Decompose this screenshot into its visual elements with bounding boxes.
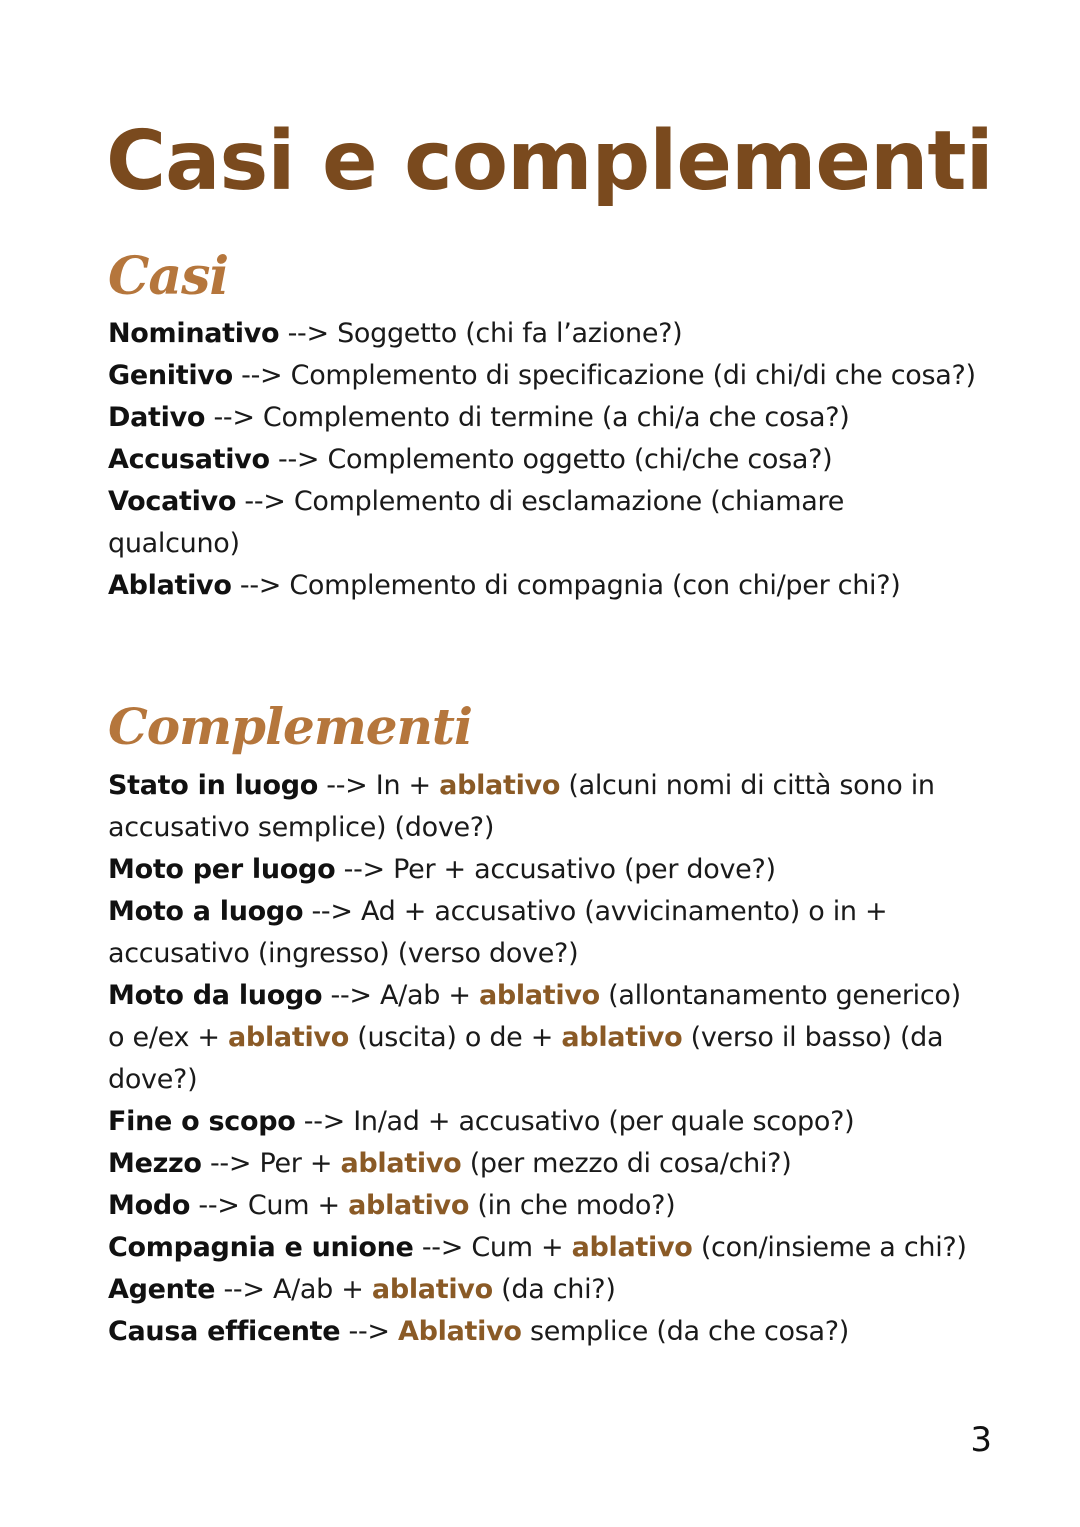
case-highlight: ablativo [340, 1148, 462, 1179]
case-definition: --> Complemento di compagnia (con chi/per chi?) [231, 570, 901, 601]
complement-entry-mezzo [108, 1143, 978, 1185]
complement-term: Stato in luogo [108, 770, 319, 801]
case-entry-genitivo [108, 355, 978, 397]
complementi-list [108, 765, 978, 1353]
case-highlight: ablativo [228, 1022, 349, 1053]
case-entry-accusativo [108, 439, 978, 481]
complement-term: Causa efficente [108, 1316, 341, 1347]
case-term: Accusativo [108, 444, 270, 475]
case-definition: --> Complemento di specificazione (di chi/di che cosa?) [232, 360, 976, 391]
case-highlight: ablativo [439, 770, 561, 801]
complement-text: --> In + [318, 770, 440, 801]
case-entry-dativo [108, 397, 978, 439]
case-highlight: ablativo [561, 1022, 683, 1053]
case-definition: --> Complemento oggetto (chi/che cosa?) [269, 444, 833, 475]
casi-list [108, 313, 978, 607]
case-highlight: ablativo [571, 1232, 693, 1263]
case-term: Ablativo [108, 570, 232, 601]
case-definition: --> Complemento di termine (a chi/a che cosa?) [205, 402, 850, 433]
complement-entry-modo [108, 1185, 978, 1227]
complement-text: (alcuni nomi di città sono in accusativo semplice) (dove?) [108, 770, 935, 843]
case-term: Nominativo [108, 318, 280, 349]
complement-text: --> A/ab + [215, 1274, 372, 1305]
complement-text: --> In/ad + accusativo (per quale scopo?) [295, 1106, 855, 1137]
complement-entry-causa-efficente [108, 1311, 978, 1353]
case-term: Genitivo [108, 360, 233, 391]
complement-entry-moto-da-luogo [108, 975, 978, 1101]
case-term: Dativo [108, 402, 206, 433]
complement-text: (in che modo?) [469, 1190, 676, 1221]
complement-term: Moto per luogo [108, 854, 336, 885]
complement-text: (allontanamento generico) o e/ex + [108, 980, 961, 1053]
complement-entry-compagnia-e-unione [108, 1227, 978, 1269]
case-entry-vocativo [108, 481, 978, 565]
complement-term: Compagnia e unione [108, 1232, 414, 1263]
complement-text: --> Cum + [190, 1190, 349, 1221]
complement-entry-fine-o-scopo [108, 1101, 978, 1143]
complement-text: --> Cum + [413, 1232, 572, 1263]
section-heading-complementi: Complementi [108, 697, 472, 756]
complement-text: --> A/ab + [322, 980, 479, 1011]
case-highlight: Ablativo [398, 1316, 522, 1347]
case-term: Vocativo [108, 486, 237, 517]
page-title: Casi e complementi [106, 114, 993, 209]
complement-text: semplice (da che cosa?) [521, 1316, 849, 1347]
complement-term: Fine o scopo [108, 1106, 296, 1137]
complement-text: --> [340, 1316, 399, 1347]
case-entry-ablativo [108, 565, 978, 607]
complement-text: --> Per + accusativo (per dove?) [335, 854, 776, 885]
complement-text: --> Ad + accusativo (avvicinamento) o in + accusativo (ingresso) (verso dove?) [108, 896, 888, 969]
complement-term: Agente [108, 1274, 216, 1305]
case-definition: --> Complemento di esclamazione (chiamare qualcuno) [108, 486, 845, 559]
complement-text: --> Per + [201, 1148, 341, 1179]
case-highlight: ablativo [348, 1190, 470, 1221]
complement-text: (con/insieme a chi?) [692, 1232, 967, 1263]
case-highlight: ablativo [371, 1274, 493, 1305]
complement-text: (per mezzo di cosa/chi?) [461, 1148, 792, 1179]
case-definition: --> Soggetto (chi fa l’azione?) [279, 318, 683, 349]
complement-entry-stato-in-luogo [108, 765, 978, 849]
complement-term: Mezzo [108, 1148, 202, 1179]
complement-text: (verso il basso) (da dove?) [108, 1022, 944, 1095]
case-highlight: ablativo [478, 980, 600, 1011]
complement-text: (da chi?) [492, 1274, 616, 1305]
section-heading-casi: Casi [108, 246, 229, 307]
case-entry-nominativo [108, 313, 978, 355]
complement-term: Moto da luogo [108, 980, 323, 1011]
complement-term: Moto a luogo [108, 896, 304, 927]
page-number: 3 [970, 1420, 992, 1460]
complement-entry-moto-per-luogo [108, 849, 978, 891]
complement-text: (uscita) o de + [348, 1022, 562, 1053]
complement-term: Modo [108, 1190, 191, 1221]
complement-entry-agente [108, 1269, 978, 1311]
complement-entry-moto-a-luogo [108, 891, 978, 975]
